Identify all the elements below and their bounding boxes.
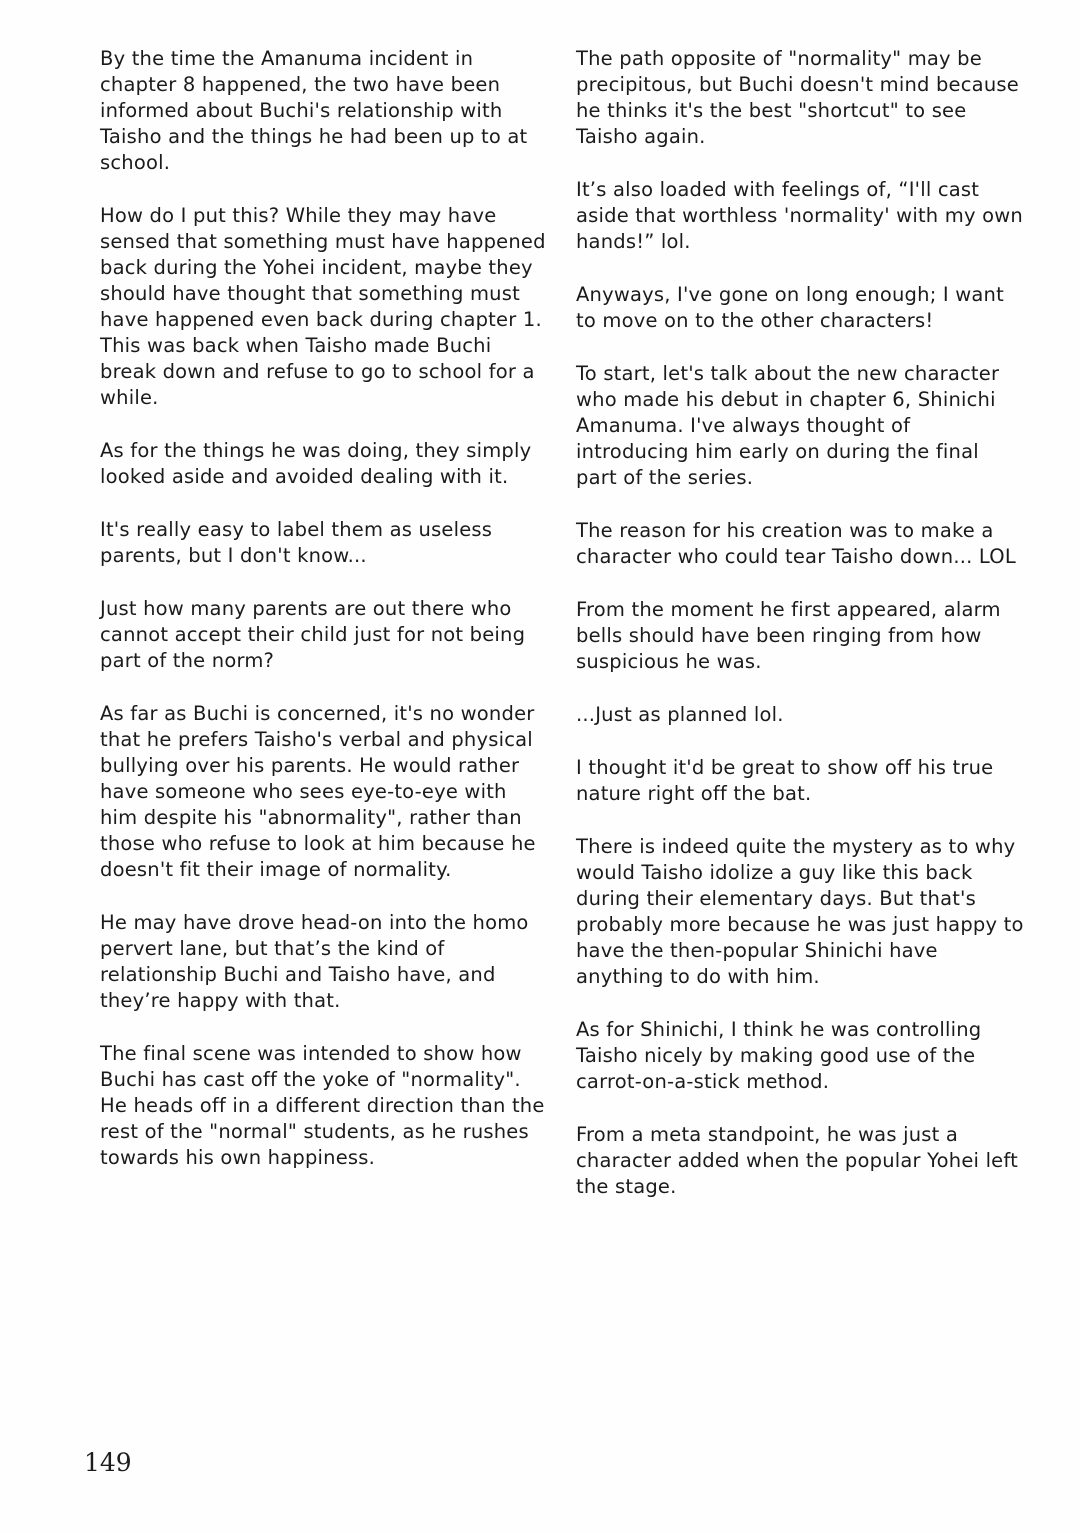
- left-column: [100, 46, 548, 1198]
- paragraph: As for the things he was doing, they simply looked aside and avoided dealing with it.: [100, 439, 532, 488]
- page-number: 149: [84, 1448, 132, 1477]
- paragraph: ...Just as planned lol.: [576, 703, 784, 726]
- paragraph: How do I put this? While they may have sensed that something must have happened back during the Yohei incident, maybe they should have thought that something must have happened even back during chapter 1. This was back when Taisho made Buchi break down and refuse to go to school for a while.: [100, 204, 546, 409]
- paragraph: The path opposite of "normality" may be precipitous, but Buchi doesn't mind because he thinks it's the best "shortcut" to see Taisho again.: [576, 47, 1019, 148]
- paragraph: It’s also loaded with feelings of, “I'll cast aside that worthless 'normality' with my own hands!” lol.: [576, 178, 1023, 253]
- paragraph: I thought it'd be great to show off his true nature right off the bat.: [576, 756, 994, 805]
- paragraph: He may have drove head-on into the homo pervert lane, but that’s the kind of relationship Buchi and Taisho have, and they’re happy with that.: [100, 911, 529, 1012]
- paragraph: There is indeed quite the mystery as to why would Taisho idolize a guy like this back during their elementary days. But that's probably more because he was just happy to have the then-popular Shinichi have anything to do with him.: [576, 835, 1024, 988]
- paragraph: It's really easy to label them as useless parents, but I don't know...: [100, 518, 493, 567]
- paragraph: To start, let's talk about the new character who made his debut in chapter 6, Shinichi Amanuma. I've always thought of introducing him early on during the final part of the series.: [576, 362, 1000, 489]
- paragraph: Anyways, I've gone on long enough; I want to move on to the other characters!: [576, 283, 1004, 332]
- paragraph: By the time the Amanuma incident in chapter 8 happened, the two have been informed about Buchi's relationship with Taisho and the things he had been up to at school.: [100, 47, 528, 174]
- paragraph: As for Shinichi, I think he was controlling Taisho nicely by making good use of the carrot-on-a-stick method.: [576, 1018, 982, 1093]
- paragraph: Just how many parents are out there who cannot accept their child just for not being part of the norm?: [100, 597, 526, 672]
- paragraph: The final scene was intended to show how Buchi has cast off the yoke of "normality". He heads off in a different direction than the rest of the "normal" students, as he rushes towards his own happiness.: [100, 1042, 545, 1169]
- paragraph: From a meta standpoint, he was just a character added when the popular Yohei left the stage.: [576, 1123, 1018, 1198]
- right-column: [576, 46, 1024, 1227]
- paragraph: As far as Buchi is concerned, it's no wonder that he prefers Taisho's verbal and physical bullying over his parents. He would rather have someone who sees eye-to-eye with him despite his "abnormality", rather than those who refuse to look at him because he doesn't fit their image of normality.: [100, 702, 536, 881]
- paragraph: From the moment he first appeared, alarm bells should have been ringing from how suspicious he was.: [576, 598, 1001, 673]
- paragraph: The reason for his creation was to make a character who could tear Taisho down... LOL: [576, 519, 1016, 568]
